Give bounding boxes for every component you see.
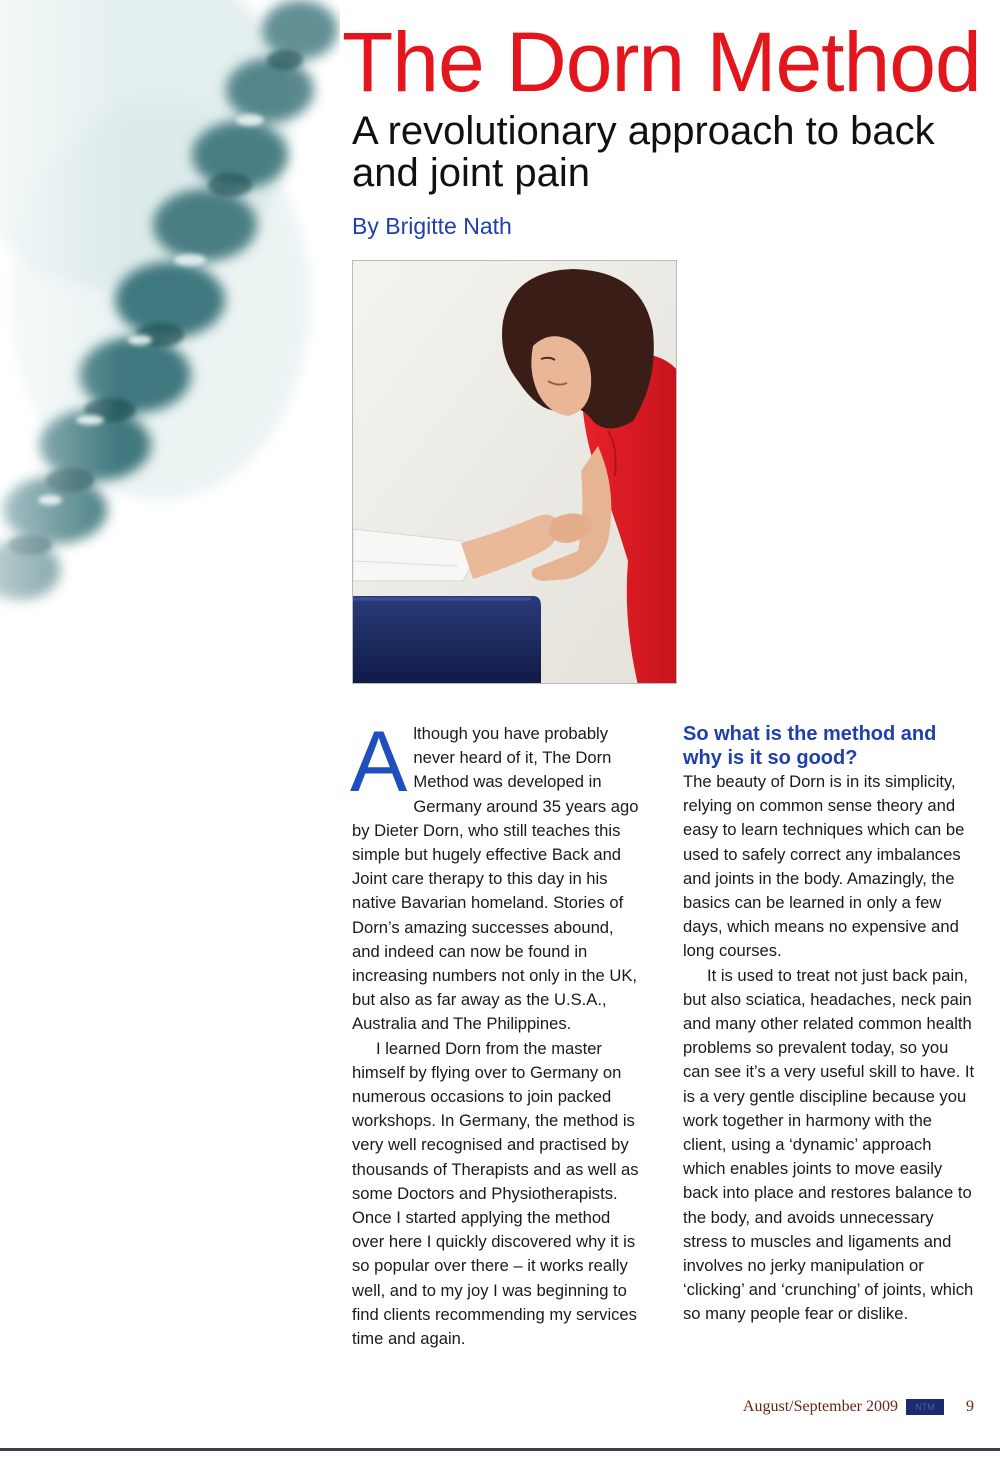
spine-xray-graphic: [0, 0, 340, 640]
issue-date: August/September 2009: [742, 1398, 898, 1415]
article-subtitle: A revolutionary approach to back and joint pain: [352, 109, 935, 195]
body-paragraph-1-text: lthough you have probably never heard of it, The Dorn Method was developed in Germany around 35 years ago by Dieter Dorn, who still teaches this simple but hugely effective Back and Joint care therapy to this day in his native Bavarian homeland. Stories of Dorn’s amazing successes abound, and indeed can now be found in increasing numbers not only in the UK, but also as far away as the U.S.A., Australia and The Philippines.: [352, 724, 639, 1034]
body-paragraph-2: I learned Dorn from the master himself by flying over to Germany on numerous occasions to join packed workshops. In Germany, the method is very well recognised and practised by thousands of Therapists and as well as some Doctors and Physiotherapists. Once I started applying the method over here I quickly discovered why it is so popular over there – it works really well, and to my joy I was beginning to find clients recommending my services time and again.: [352, 1038, 639, 1349]
body-paragraph-1: [350, 714, 644, 1037]
body-paragraph-3: The beauty of Dorn is in its simplicity, relying on common sense theory and easy to learn techniques which can be used to safely correct any imbalances and joints in the body. Amazingly, the basics can be learned in only a few days, which means no expensive and long courses.: [683, 772, 965, 961]
drop-cap: A: [350, 714, 408, 810]
article-byline: By Brigitte Nath: [352, 213, 512, 239]
bottom-rule: [0, 1448, 1000, 1451]
magazine-logo: NTM: [906, 1399, 944, 1415]
text-column-left: [350, 714, 644, 1351]
page-number: 9: [966, 1398, 974, 1415]
page-footer: [743, 1397, 974, 1417]
body-paragraph-4: It is used to treat not just back pain, but also sciatica, headaches, neck pain and many other related common health problems so prevalent today, so you can see it’s a very useful skill to have. It is a very gentle discipline because you work together in harmony with the client, using a ‘dynamic’ approach which enables joints to move easily back into place and restores balance to the body, and avoids unnecessary stress to muscles and ligaments and involves no jerky manipulation or ‘clicking’ and ‘crunching’ of joints, which so many people fear or dislike.: [683, 965, 975, 1324]
text-column-right: [683, 722, 978, 1327]
article-photo: [352, 260, 677, 684]
article-title: The Dorn Method: [342, 15, 981, 109]
section-heading: So what is the method and why is it so good?: [683, 723, 937, 769]
